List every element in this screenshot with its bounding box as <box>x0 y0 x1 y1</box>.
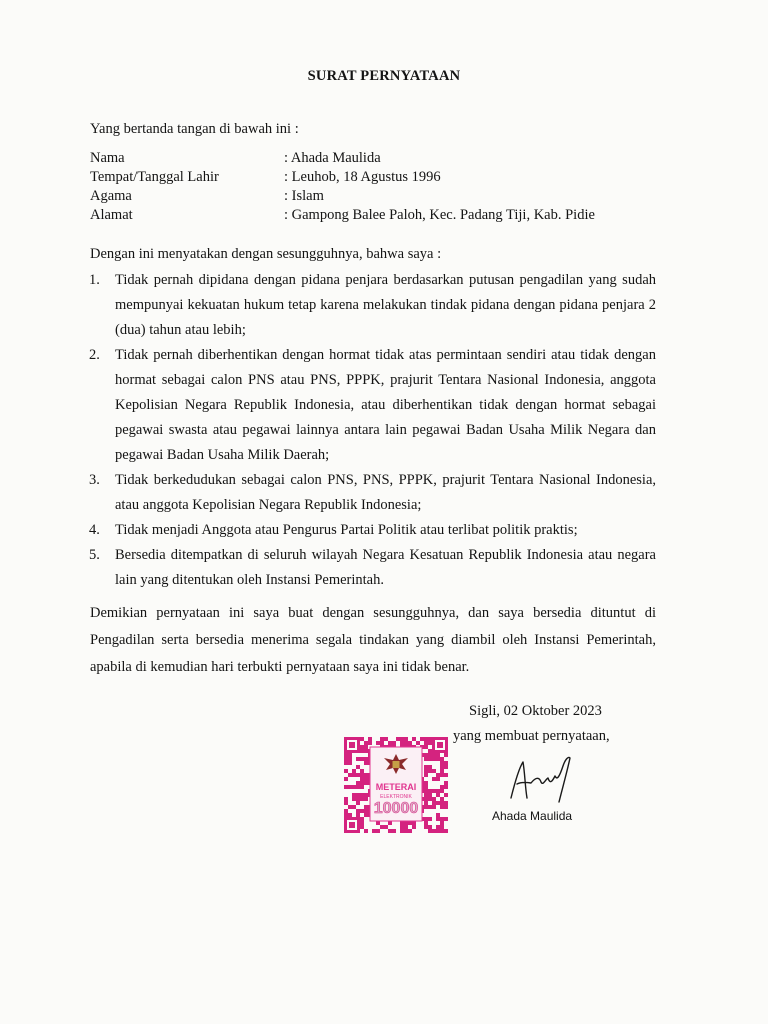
statement-item <box>90 468 656 518</box>
intro-text: Yang bertanda tangan di bawah ini : <box>90 121 299 137</box>
identity-value: : Gampong Balee Paloh, Kec. Padang Tiji, Kab. Pidie <box>284 207 595 223</box>
handwritten-signature <box>505 752 575 808</box>
statement-item <box>90 343 656 468</box>
statement-number: 1. <box>89 272 100 288</box>
svg-text:10000: 10000 <box>373 800 419 817</box>
identity-label: Nama <box>90 150 125 166</box>
statement-list <box>90 268 656 593</box>
identity-label: Tempat/Tanggal Lahir <box>90 169 219 185</box>
statement-number: 2. <box>89 347 100 363</box>
identity-value: : Ahada Maulida <box>284 150 381 166</box>
svg-text:METERAI: METERAI <box>375 782 417 792</box>
statement-item <box>90 543 656 593</box>
statement-number: 3. <box>89 472 100 488</box>
statement-text: Tidak pernah dipidana dengan pidana penjara berdasarkan putusan pengadilan yang sudah mempunyai kekuatan hukum tetap karena melakukan tindak pidana dengan pidana penjara 2 (dua) tahun atau lebih; <box>115 272 656 338</box>
identity-value: : Leuhob, 18 Agustus 1996 <box>284 169 441 185</box>
statement-text: Tidak menjadi Anggota atau Pengurus Partai Politik atau terlibat politik praktis; <box>115 522 578 538</box>
statement-text: Bersedia ditempatkan di seluruh wilayah Negara Kesatuan Republik Indonesia atau negara lain yang ditentukan oleh Instansi Pemerintah. <box>115 547 656 588</box>
statement-text: Tidak pernah diberhentikan dengan hormat tidak atas permintaan sendiri atau tidak dengan hormat sebagai calon PNS atau PNS, PPPK, prajurit Tentara Nasional Indonesia, anggota Kepolisian Negara Republik Indonesia, atau diberhentikan tidak dengan hormat sebagai pegawai swasta atau pegawai lainnya antara lain pegawai Badan Usaha Milik Negara dan pegawai Badan Usaha Milik Daerah; <box>115 347 656 463</box>
statement-item <box>90 268 656 343</box>
statement-lead: Dengan ini menyatakan dengan sesungguhnya, bahwa saya : <box>90 246 442 262</box>
signatory-name: Ahada Maulida <box>492 809 573 823</box>
statement-number: 4. <box>89 522 100 538</box>
svg-text:ELEKTRONIK: ELEKTRONIK <box>380 794 412 800</box>
identity-value: : Islam <box>284 188 324 204</box>
place-date: Sigli, 02 Oktober 2023 <box>469 703 602 719</box>
statement-text: Tidak berkedudukan sebagai calon PNS, PNS, PPPK, prajurit Tentara Nasional Indonesia, atau anggota Kepolisian Negara Republik Indonesia; <box>115 472 656 513</box>
electronic-stamp-seal <box>344 737 448 833</box>
identity-label: Agama <box>90 188 132 204</box>
document-title: SURAT PERNYATAAN <box>307 68 461 84</box>
identity-label: Alamat <box>90 207 133 223</box>
closing-paragraph: Demikian pernyataan ini saya buat dengan sesungguhnya, dan saya bersedia dituntut di Pengadilan serta bersedia menerima segala tindakan yang diambil oleh Instansi Pemerintah, apabila di kemudian hari terbukti pernyataan saya ini tidak benar. <box>90 605 656 675</box>
maker-label: yang membuat pernyataan, <box>453 728 610 744</box>
statement-item <box>90 518 656 543</box>
statement-number: 5. <box>89 547 100 563</box>
